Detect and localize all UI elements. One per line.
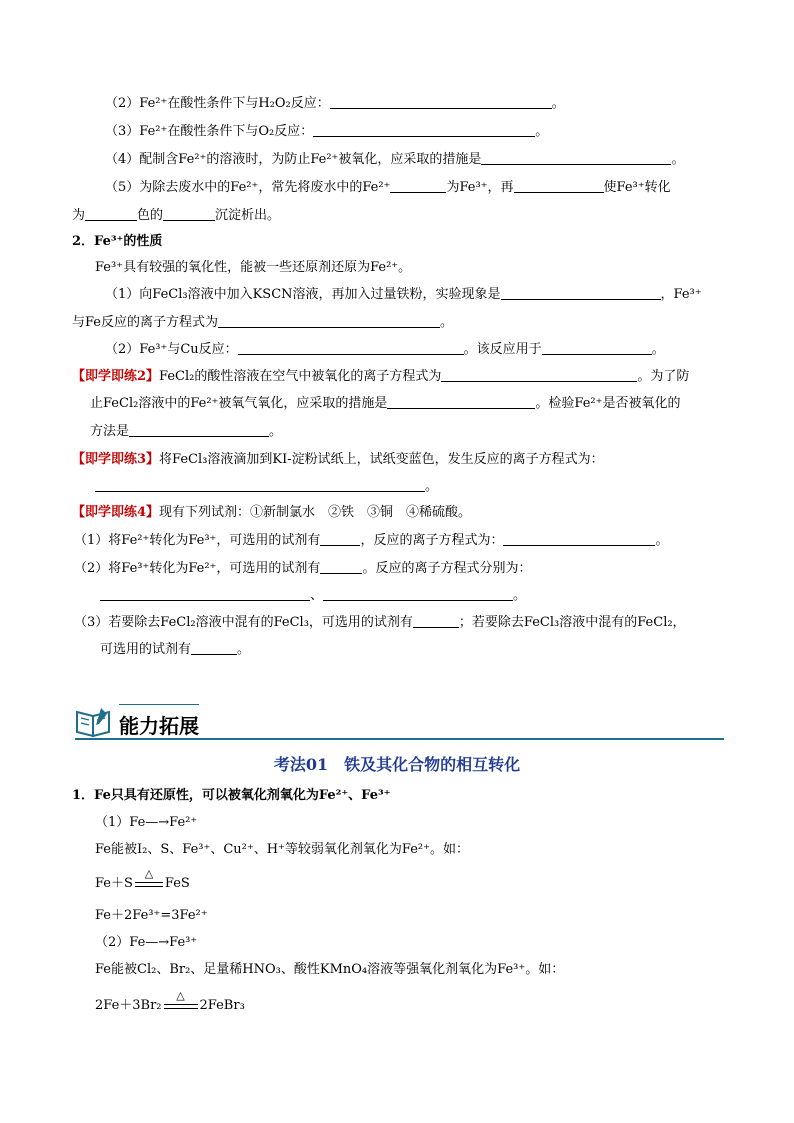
question-text: 可选用的试剂有 bbox=[100, 642, 192, 657]
subtopic: （1）Fe—→Fe²⁺ bbox=[95, 815, 198, 830]
section-title-fe3: 2．Fe³⁺的性质 bbox=[72, 234, 163, 249]
question-text: 。该反应用于 bbox=[463, 342, 542, 357]
method-title: 考法01 铁及其化合物的相互转化 bbox=[273, 755, 521, 774]
exercise-2 bbox=[72, 368, 689, 386]
heat-symbol: △ bbox=[144, 867, 154, 880]
punct: 。 bbox=[535, 124, 549, 139]
exercise-3 bbox=[72, 451, 604, 469]
question-text: （1）将Fe²⁺转化为Fe³⁺，可选用的试剂有 bbox=[74, 533, 321, 548]
question-line bbox=[105, 286, 702, 304]
exercise-2-cont bbox=[90, 395, 680, 413]
punct: 。 bbox=[655, 533, 669, 548]
exercise-4-q3-cont bbox=[100, 641, 250, 659]
punct: 。 bbox=[671, 152, 685, 167]
question-line bbox=[105, 341, 665, 359]
question-text: 止FeCl₂溶液中的Fe²⁺被氧气氧化，应采取的措施是 bbox=[90, 396, 388, 411]
answer-blank[interactable] bbox=[323, 587, 513, 601]
exercise-4-q3 bbox=[74, 614, 686, 632]
answer-blank[interactable] bbox=[191, 641, 237, 655]
answer-blank[interactable] bbox=[330, 95, 552, 109]
question-text: ，反应的离子方程式为： bbox=[360, 533, 504, 548]
question-text: 为Fe³⁺，再 bbox=[446, 180, 514, 195]
question-5 bbox=[105, 179, 671, 197]
answer-blank[interactable] bbox=[481, 151, 671, 165]
heading-top-rule bbox=[119, 704, 199, 705]
punct: 、 bbox=[310, 588, 324, 603]
exercise-4-q2 bbox=[74, 560, 531, 578]
question-text: （3）Fe²⁺在酸性条件下与O₂反应： bbox=[105, 124, 314, 139]
equation-right: 2FeBr₃ bbox=[199, 998, 245, 1013]
paragraph: Fe能被Cl₂、Br₂、足量稀HNO₃、酸性KMnO₄溶液等强氧化剂氧化为Fe³⁺。如： bbox=[95, 962, 565, 977]
question-text: （1）向FeCl₃溶液中加入KSCN溶液，再加入过量铁粉，实验现象是 bbox=[105, 287, 501, 302]
answer-blank[interactable] bbox=[163, 207, 215, 221]
question-4 bbox=[105, 151, 684, 169]
question-text: （2）将Fe³⁺转化为Fe²⁺，可选用的试剂有 bbox=[74, 561, 321, 576]
section-heading bbox=[75, 700, 724, 742]
question-text: （2）Fe³⁺与Cu反应： bbox=[105, 342, 238, 357]
answer-blank[interactable] bbox=[390, 179, 446, 193]
answer-blank[interactable] bbox=[313, 123, 535, 137]
heating-sign bbox=[164, 989, 198, 1009]
punct: 。 bbox=[425, 479, 439, 494]
heading-rule bbox=[75, 738, 724, 740]
question-text: 沉淀析出。 bbox=[215, 208, 281, 223]
topic-title: 1．Fe只具有还原性，可以被氧化剂氧化为Fe²⁺、Fe³⁺ bbox=[72, 788, 391, 803]
subtopic: （2）Fe—→Fe³⁺ bbox=[95, 935, 198, 950]
answer-blank[interactable] bbox=[503, 532, 655, 546]
answer-blank[interactable] bbox=[238, 341, 464, 355]
question-text: 将FeCl₃溶液滴加到KI-淀粉试纸上，试纸变蓝色，发生反应的离子方程式为： bbox=[159, 452, 604, 467]
answer-blank[interactable] bbox=[542, 341, 652, 355]
answer-blank[interactable] bbox=[95, 478, 425, 492]
question-text: FeCl₂的酸性溶液在空气中被氧化的离子方程式为 bbox=[159, 369, 442, 384]
question-text: 方法是 bbox=[90, 424, 130, 439]
question-text: 色的 bbox=[137, 208, 164, 223]
question-text: 现有下列试剂：①新制氯水 ②铁 ③铜 ④稀硫酸。 bbox=[159, 505, 472, 520]
exercise-2-cont bbox=[90, 423, 282, 441]
answer-blank[interactable] bbox=[413, 614, 459, 628]
question-text: ，Fe³⁺ bbox=[660, 287, 702, 302]
equation-2: Fe＋2Fe³⁺=3Fe²⁺ bbox=[95, 908, 208, 923]
paragraph: Fe能被I₂、S、Fe³⁺、Cu²⁺、H⁺等较弱氧化剂氧化为Fe²⁺。如： bbox=[95, 842, 469, 857]
punct: 。 bbox=[651, 342, 665, 357]
question-text: （5）为除去废水中的Fe²⁺，常先将废水中的Fe²⁺ bbox=[105, 180, 391, 195]
answer-blank[interactable] bbox=[514, 179, 604, 193]
equation-1 bbox=[95, 867, 190, 893]
answer-blank[interactable] bbox=[387, 395, 535, 409]
question-3 bbox=[105, 123, 548, 141]
question-text: 。为了防 bbox=[637, 369, 690, 384]
question-text: 。反应的离子方程式分别为： bbox=[362, 561, 532, 576]
heating-sign bbox=[135, 867, 163, 887]
answer-blank[interactable] bbox=[320, 560, 362, 574]
answer-blank[interactable] bbox=[85, 207, 137, 221]
equation-3 bbox=[95, 989, 245, 1015]
punct: 。 bbox=[269, 424, 283, 439]
exercise-label: 【即学即练3】 bbox=[72, 452, 160, 467]
punct: 。 bbox=[513, 588, 527, 603]
exercise-4 bbox=[72, 504, 471, 522]
answer-blank[interactable] bbox=[218, 314, 440, 328]
question-text: 使Fe³⁺转化 bbox=[603, 180, 671, 195]
punct: 。 bbox=[440, 315, 454, 330]
question-text: ；若要除去FeCl₃溶液中混有的FeCl₂， bbox=[458, 615, 686, 630]
answer-blank[interactable] bbox=[100, 587, 310, 601]
question-5-cont bbox=[72, 207, 280, 225]
question-text: （2）Fe²⁺在酸性条件下与H₂O₂反应： bbox=[105, 96, 330, 111]
punct: 。 bbox=[237, 642, 251, 657]
question-text: 。检验Fe²⁺是否被氧化的 bbox=[535, 396, 681, 411]
question-text: （3）若要除去FeCl₂溶液中混有的FeCl₃，可选用的试剂有 bbox=[74, 615, 413, 630]
exercise-4-q1 bbox=[74, 532, 668, 550]
section-title: 能力拓展 bbox=[119, 714, 199, 738]
punct: 。 bbox=[551, 96, 565, 111]
exercise-4-q2-cont bbox=[100, 587, 526, 605]
exercise-label: 【即学即练2】 bbox=[72, 369, 160, 384]
answer-blank[interactable] bbox=[441, 368, 637, 382]
question-text: 与Fe反应的离子方程式为 bbox=[72, 315, 219, 330]
question-2 bbox=[105, 95, 565, 113]
question-text: （4）配制含Fe²⁺的溶液时，为防止Fe²⁺被氧化，应采取的措施是 bbox=[105, 152, 482, 167]
heat-symbol: △ bbox=[176, 989, 185, 1002]
question-line bbox=[72, 314, 453, 332]
book-icon bbox=[75, 706, 113, 742]
exercise-3-cont bbox=[95, 478, 438, 496]
equation-left: 2Fe＋3Br₂ bbox=[95, 998, 162, 1013]
exercise-label: 【即学即练4】 bbox=[72, 505, 160, 520]
answer-blank[interactable] bbox=[129, 423, 269, 437]
question-text: 为 bbox=[72, 208, 86, 223]
paragraph: Fe³⁺具有较强的氧化性，能被一些还原剂还原为Fe²⁺。 bbox=[95, 260, 412, 275]
equation-right: FeS bbox=[164, 876, 190, 891]
answer-blank[interactable] bbox=[501, 286, 661, 300]
answer-blank[interactable] bbox=[320, 532, 360, 546]
equation-left: Fe＋S bbox=[95, 876, 133, 891]
